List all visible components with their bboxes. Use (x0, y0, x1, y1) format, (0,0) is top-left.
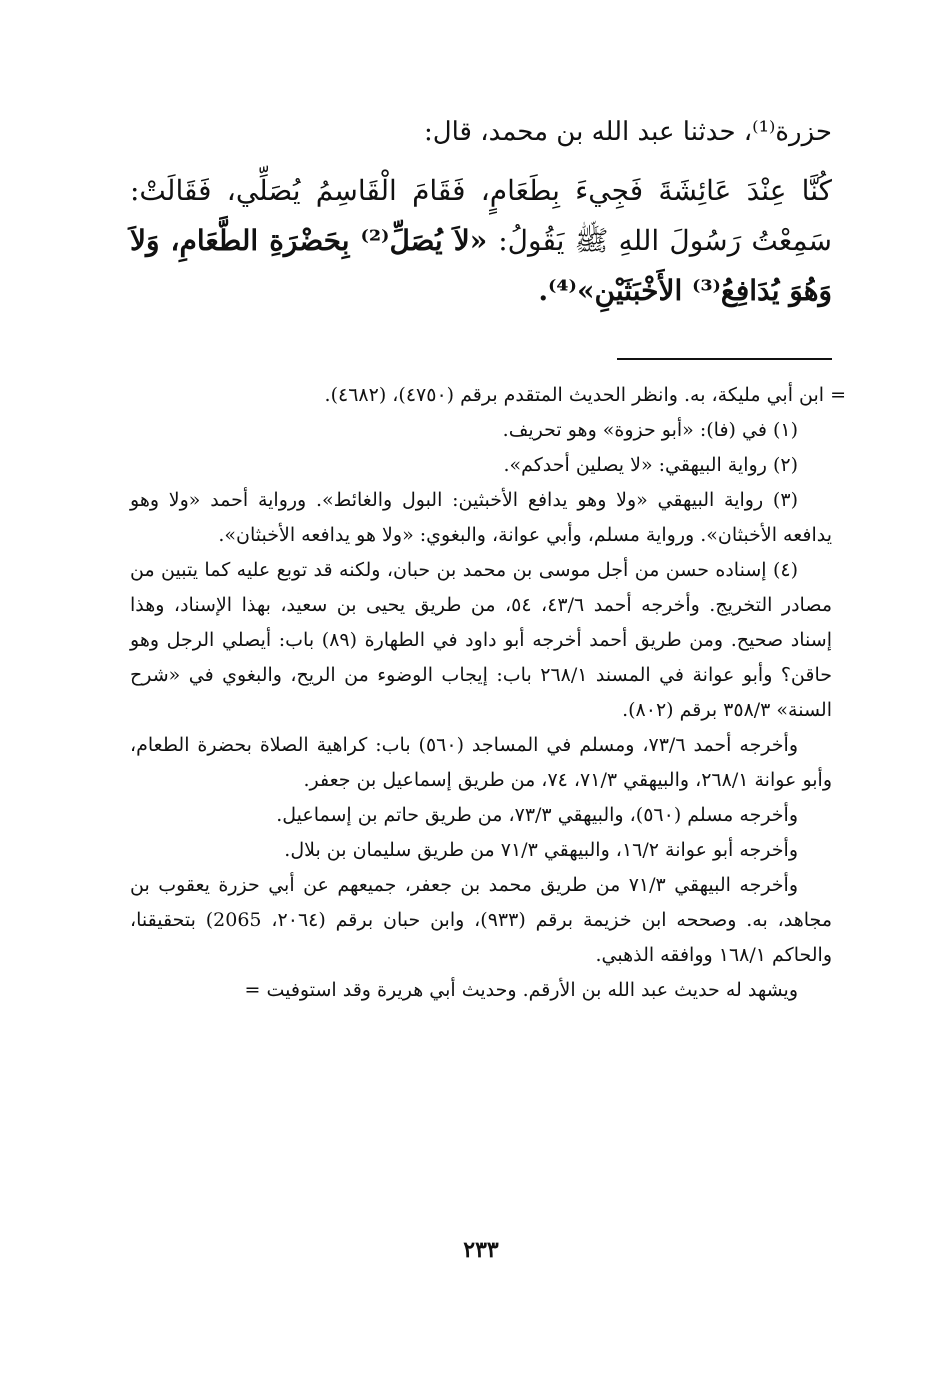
footnote-4-paragraph: ويشهد له حديث عبد الله بن الأرقم. وحديث أبي هريرة وقد استوفيت = (244, 979, 798, 1001)
footnote-4-paragraph: وأخرجه مسلم (٥٦٠)، والبيهقي ٧٣/٣، من طريق حاتم بن إسماعيل. (276, 804, 798, 826)
footnote-1: (١) في (فا): «أبو حزوة» وهو تحريف. (502, 419, 798, 441)
hadith-context: كُنَّا عِنْدَ عَائِشَةَ فَجِيءَ بِطَعَامٍ، فَقَامَ الْقَاسِمُ يُصَلِّي، فَقَالَتْ: سَمِعْتُ رَسُولَ اللهِ ﷺ يَقُولُ: (130, 174, 832, 257)
footnote-4-paragraph: وأخرجه أبو عوانة ١٦/٢، والبيهقي ٧١/٣ من طريق سليمان بن بلال. (284, 839, 798, 861)
footnote-4-paragraph: وأخرجه أحمد ٧٣/٦، ومسلم في المساجد (٥٦٠) باب: كراهية الصلاة بحضرة الطعام، وأبو عوانة ٢٦٨/١، والبيهقي ٧١/٣، ٧٤، من طريق إسماعيل بن جعفر. (130, 734, 832, 791)
hadith-saying: «لاَ يُصَلِّ⁽²⁾ بِحَضْرَةِ الطَّعَامِ، وَلاَ وَهُوَ يُدَافِعُ⁽³⁾ الأَخْبَثَيْنِ»⁽⁴⁾. (130, 224, 832, 307)
book-page (130, 112, 846, 1352)
footnote-continued: = ابن أبي مليكة، به. وانظر الحديث المتقدم برقم (٤٧٥٠)، (٤٦٨٢). (324, 384, 846, 406)
footnote-4: (٤) إسناده حسن من أجل موسى بن محمد بن حبان، ولكنه قد توبع عليه كما يتبين من مصادر التخريج. وأخرجه أحمد ٤٣/٦، ٥٤، من طريق يحيى بن سعيد، بهذا الإسناد، وهذا إسناد صحيح. ومن طريق أحمد أخرجه أبو داود في الطهارة (٨٩) باب: أيصلي الرجل وهو حاقن؟ وأبو عوانة في المسند ٢٦٨/١ باب: إيجاب الوضوء من الريح، والبغوي في «شرح السنة» ٣٥٨/٣ برقم (٨٠٢). (130, 559, 833, 721)
hadith-text (130, 166, 832, 316)
footnote-2: (٢) رواية البيهقي: «لا يصلين أحدكم». (503, 454, 798, 476)
footnote-3: (٣) رواية البيهقي «ولا وهو يدافع الأخبثين: البول والغائط». ورواية أحمد «ولا وهو يدافعه الأخبثان». ورواية مسلم، وأبي عوانة، والبغوي: «ولا هو يدافعه الأخبثان». (130, 489, 832, 546)
chain-of-narration: حزرة⁽¹⁾، حدثنا عبد الله بن محمد، قال: (423, 117, 832, 147)
footnote-separator (617, 358, 832, 360)
footnotes (130, 378, 846, 1008)
page-number: ٢٣٣ (463, 1237, 499, 1263)
footnote-4-paragraph: وأخرجه البيهقي ٧١/٣ من طريق محمد بن جعفر، جميعهم عن أبي حزرة يعقوب بن مجاهد، به. وصححه ابن خزيمة برقم (٩٣٣)، وابن حبان برقم (٢٠٦٤، 2065) بتحقيقنا، والحاكم ١٦٨/١ ووافقه الذهبي. (130, 874, 832, 966)
